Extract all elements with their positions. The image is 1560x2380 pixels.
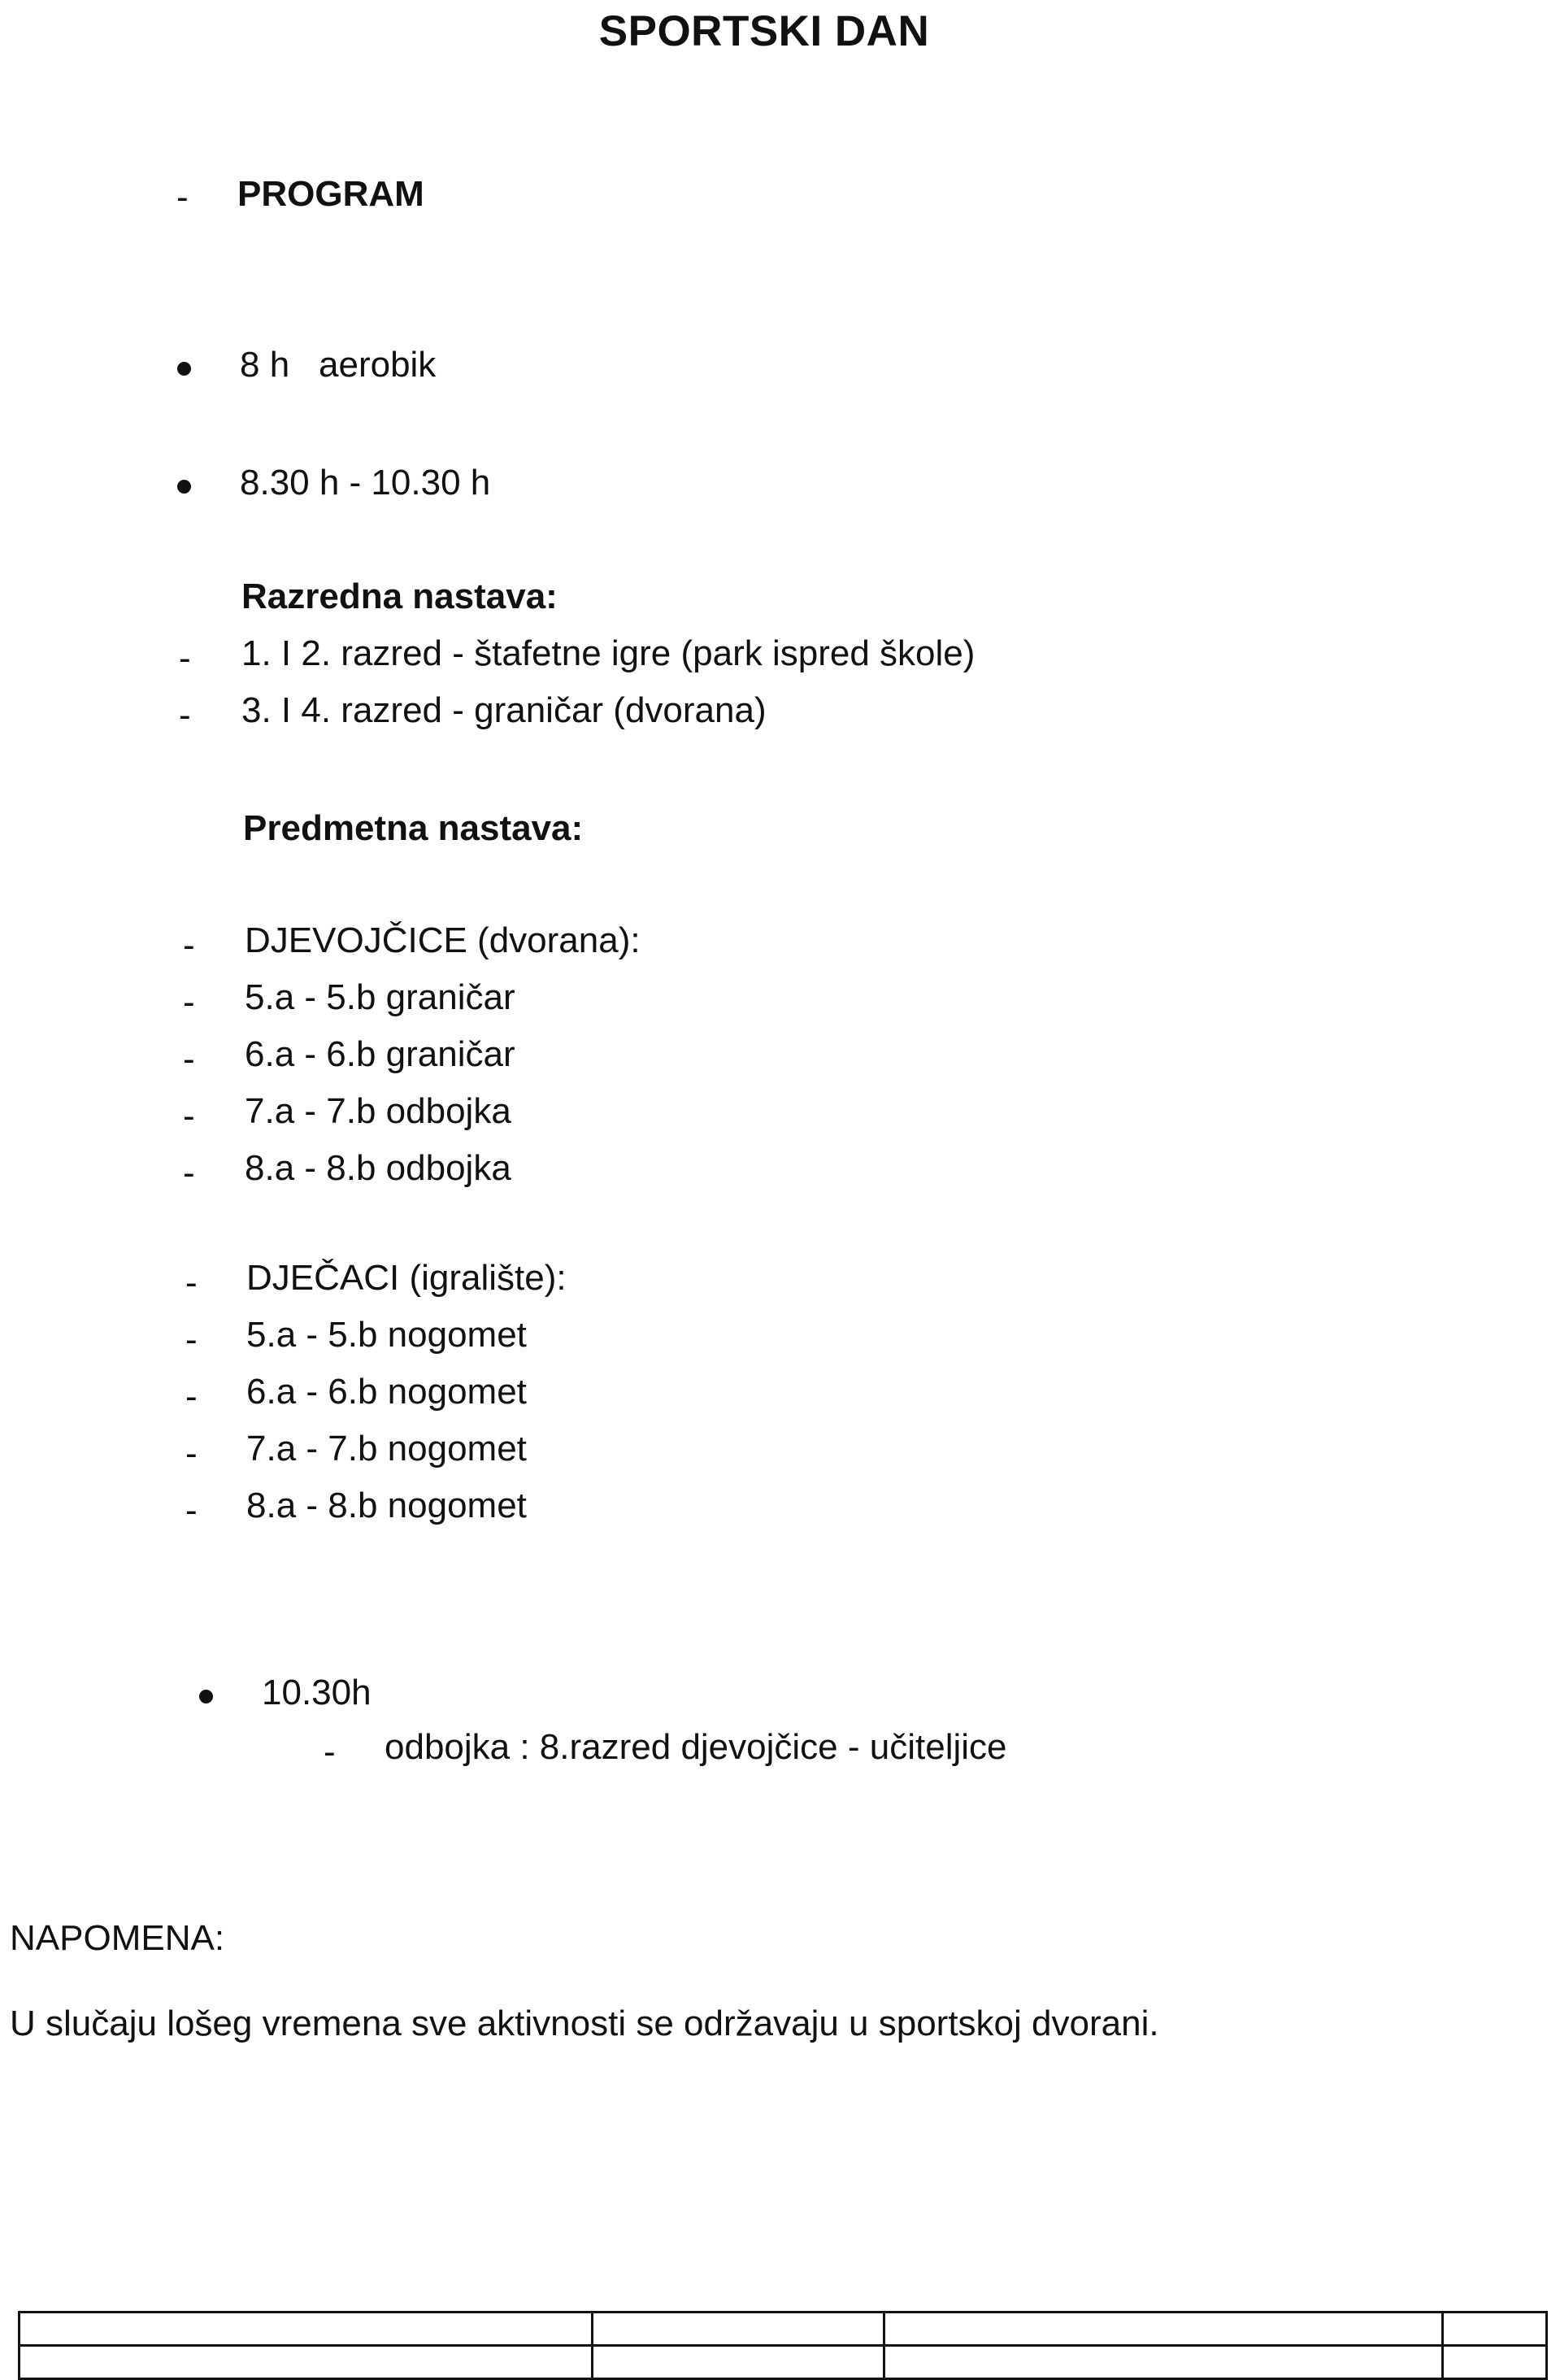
dash-marker: - bbox=[183, 982, 195, 1022]
dash-marker: - bbox=[324, 1732, 336, 1772]
boys-row-2: 6.a - 6.b nogomet bbox=[246, 1372, 527, 1412]
razredna-row-2: 3. I 4. razred - graničar (dvorana) bbox=[241, 690, 767, 730]
dash-marker: - bbox=[185, 1490, 198, 1530]
table-cell bbox=[884, 2313, 1443, 2346]
program-heading: PROGRAM bbox=[237, 174, 424, 214]
final-detail: odbojka : 8.razred djevojčice - učiteljice bbox=[385, 1727, 1007, 1767]
dash-marker: - bbox=[179, 695, 191, 735]
dash-marker: - bbox=[183, 1096, 195, 1136]
dash-marker: - bbox=[183, 1153, 195, 1193]
final-time: 10.30h bbox=[262, 1673, 372, 1712]
dash-marker: - bbox=[176, 177, 189, 217]
boys-row-3: 7.a - 7.b nogomet bbox=[246, 1429, 527, 1468]
table-cell bbox=[593, 2313, 884, 2346]
bullet-icon bbox=[177, 362, 191, 376]
table-cell bbox=[884, 2346, 1443, 2379]
predmetna-heading: Predmetna nastava: bbox=[243, 808, 584, 848]
document-title: SPORTSKI DAN bbox=[598, 7, 930, 55]
dash-marker: - bbox=[183, 1039, 195, 1079]
dash-marker: - bbox=[185, 1377, 198, 1416]
note-text: U slučaju lošeg vremena sve aktivnosti se održavaju u sportskoj dvorani. bbox=[10, 2004, 1159, 2043]
dash-marker: - bbox=[185, 1320, 198, 1360]
boys-heading: DJEČACI (igralište): bbox=[246, 1258, 567, 1298]
bullet-icon bbox=[199, 1690, 213, 1703]
girls-row-3: 7.a - 7.b odbojka bbox=[245, 1091, 511, 1131]
footer-table bbox=[18, 2311, 1548, 2380]
bullet-icon bbox=[177, 480, 191, 494]
table-cell bbox=[1443, 2346, 1547, 2379]
schedule-time-1: 8 h bbox=[240, 345, 290, 385]
table-cell bbox=[593, 2346, 884, 2379]
table-cell bbox=[20, 2346, 593, 2379]
girls-heading: DJEVOJČICE (dvorana): bbox=[245, 920, 641, 960]
dash-marker: - bbox=[183, 925, 195, 965]
dash-marker: - bbox=[179, 638, 191, 678]
table-cell bbox=[20, 2313, 593, 2346]
schedule-activity-1: aerobik bbox=[319, 345, 437, 385]
razredna-row-1: 1. I 2. razred - štafetne igre (park ispred škole) bbox=[241, 633, 976, 673]
table-cell bbox=[1443, 2313, 1547, 2346]
girls-row-4: 8.a - 8.b odbojka bbox=[245, 1148, 511, 1188]
razredna-heading: Razredna nastava: bbox=[241, 577, 558, 616]
dash-marker: - bbox=[185, 1263, 198, 1303]
girls-row-2: 6.a - 6.b graničar bbox=[245, 1034, 515, 1074]
girls-row-1: 5.a - 5.b graničar bbox=[245, 977, 515, 1017]
dash-marker: - bbox=[185, 1434, 198, 1473]
boys-row-4: 8.a - 8.b nogomet bbox=[246, 1486, 527, 1525]
boys-row-1: 5.a - 5.b nogomet bbox=[246, 1315, 527, 1355]
schedule-time-2: 8.30 h - 10.30 h bbox=[240, 463, 491, 503]
note-label: NAPOMENA: bbox=[10, 1918, 225, 1958]
